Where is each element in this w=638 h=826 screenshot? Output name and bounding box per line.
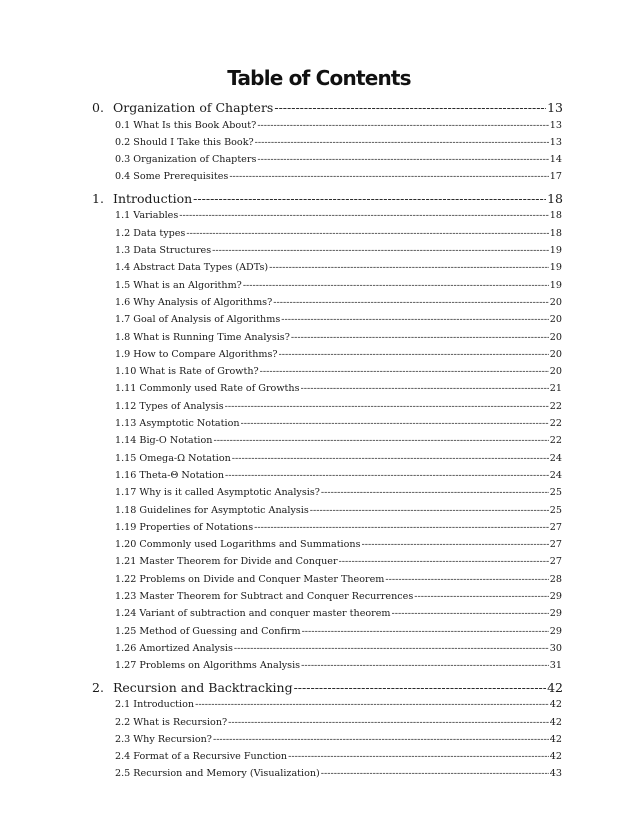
toc-section-entry[interactable]	[0, 608, 638, 622]
toc-page-number: 27	[549, 521, 562, 533]
toc-entry-title: 1.14 Big-O Notation	[115, 435, 213, 447]
toc-entry-title: 1.1 Variables	[115, 210, 179, 222]
toc-page-number: 30	[549, 642, 562, 654]
toc-leader-dashes	[288, 751, 549, 762]
toc-leader-dashes	[195, 699, 549, 710]
toc-section-entry[interactable]	[0, 171, 638, 185]
toc-entry-title: Organization of Chapters	[113, 100, 274, 115]
toc-entry-title: 1.8 What is Running Time Analysis?	[115, 331, 290, 343]
toc-entry-title: 1.25 Method of Guessing and Confirm	[115, 625, 301, 637]
toc-section-entry[interactable]	[0, 734, 638, 748]
toc-section-entry[interactable]	[0, 228, 638, 242]
toc-section-entry[interactable]	[0, 137, 638, 151]
toc-entry-title: 1.7 Goal of Analysis of Algorithms	[115, 314, 281, 326]
toc-section-entry[interactable]	[0, 418, 638, 432]
toc-leader-dashes	[186, 228, 548, 239]
toc-leader-dashes	[241, 418, 549, 429]
toc-leader-dashes	[225, 470, 549, 481]
toc-section-entry[interactable]	[0, 349, 638, 363]
toc-section-entry[interactable]	[0, 699, 638, 713]
toc-leader-dashes	[301, 660, 549, 671]
toc-entry-title: 1.9 How to Compare Algorithms?	[115, 348, 278, 360]
toc-page-number: 42	[549, 751, 562, 763]
toc-entry-title: 1.5 What is an Algorithm?	[115, 279, 242, 291]
toc-entry-title: 2.2 What is Recursion?	[115, 716, 228, 728]
toc-section-entry[interactable]	[0, 297, 638, 311]
toc-entry-title: 1.19 Properties of Notations	[115, 521, 254, 533]
toc-leader-dashes	[310, 505, 549, 516]
toc-entry-title: 0.3 Organization of Chapters	[115, 154, 257, 166]
page-title: Table of Contents	[227, 66, 411, 90]
toc-page-number: 42	[549, 733, 562, 745]
toc-section-entry[interactable]	[0, 751, 638, 765]
toc-section-entry[interactable]	[0, 210, 638, 224]
toc-leader-dashes	[257, 120, 548, 131]
toc-page-number: 22	[549, 435, 562, 447]
toc-section-entry[interactable]	[0, 505, 638, 519]
toc-page-number: 22	[549, 400, 562, 412]
toc-leader-dashes	[321, 487, 549, 498]
toc-leader-dashes	[291, 332, 549, 343]
toc-entry-title: 1.17 Why is it called Asymptotic Analysis?	[115, 487, 320, 499]
toc-entry-title: 1.3 Data Structures	[115, 245, 212, 256]
toc-page-number: 29	[549, 591, 562, 602]
toc-section-entry[interactable]	[0, 556, 638, 570]
toc-section-entry[interactable]	[0, 401, 638, 415]
toc-page-number: 13	[549, 119, 562, 131]
toc-leader-dashes	[213, 734, 549, 745]
toc-leader-dashes	[339, 556, 549, 567]
toc-page-number: 19	[549, 262, 562, 274]
toc-leader-dashes	[225, 401, 549, 412]
toc-entry-title: 0.1 What Is this Book About?	[115, 119, 257, 131]
toc-section-entry[interactable]	[0, 470, 638, 484]
toc-entry-title: 0.2 Should I Take this Book?	[115, 136, 254, 148]
toc-entry-title: 1.26 Amortized Analysis	[115, 642, 233, 654]
toc-entry-title: 2.1 Introduction	[115, 699, 195, 711]
toc-entry-title: 2.5 Recursion and Memory (Visualization)	[115, 768, 320, 780]
toc-entry-title: 1.23 Master Theorem for Subtract and Conquer Recurrences	[115, 591, 414, 602]
toc-page-number: 28	[549, 573, 562, 585]
toc-section-entry[interactable]	[0, 717, 638, 731]
toc-leader-dashes	[254, 522, 549, 533]
toc-page-number: 29	[549, 625, 562, 637]
toc-page-number: 18	[549, 227, 562, 239]
toc-page-number: 42	[549, 699, 562, 711]
toc-entry-title: 1.27 Problems on Algorithms Analysis	[115, 660, 301, 672]
toc-leader-dashes	[281, 314, 549, 325]
toc-page-number: 18	[549, 210, 562, 222]
toc-leader-dashes	[212, 245, 549, 256]
toc-page-number: 22	[549, 418, 562, 429]
toc-entry-title: Introduction	[113, 190, 193, 206]
toc-section-entry[interactable]	[0, 435, 638, 449]
toc-page-number: 42	[547, 679, 563, 695]
toc-chapter-number: 2.	[92, 679, 104, 695]
toc-entry-title: 0.4 Some Prerequisites	[115, 171, 229, 183]
toc-entry-title: Recursion and Backtracking	[113, 679, 293, 695]
toc-page-number: 20	[549, 366, 562, 378]
toc-leader-dashes	[385, 574, 548, 585]
toc-entry-title: 1.4 Abstract Data Types (ADTs)	[115, 262, 269, 274]
toc-section-entry[interactable]	[0, 154, 638, 168]
toc-leader-dashes	[228, 717, 549, 728]
toc-leader-dashes	[274, 100, 546, 115]
toc-section-entry[interactable]	[0, 314, 638, 328]
toc-leader-dashes	[301, 383, 549, 394]
toc-chapter-entry[interactable]	[0, 191, 638, 209]
toc-page-number: 25	[549, 504, 562, 516]
toc-leader-dashes	[414, 591, 549, 602]
toc-section-entry[interactable]	[0, 643, 638, 657]
toc-entry-title: 1.24 Variant of subtraction and conquer master theorem	[115, 608, 391, 620]
toc-entry-title: 1.16 Theta-Θ Notation	[115, 469, 225, 481]
toc-leader-dashes	[260, 366, 549, 377]
toc-section-entry[interactable]	[0, 591, 638, 605]
toc-chapter-entry[interactable]	[0, 680, 638, 698]
toc-page-number: 21	[549, 383, 562, 395]
toc-page-number: 19	[549, 279, 562, 291]
toc-entry-title: 1.13 Asymptotic Notation	[115, 418, 240, 429]
toc-section-entry[interactable]	[0, 366, 638, 380]
toc-section-entry[interactable]	[0, 383, 638, 397]
toc-chapter-number: 1.	[92, 190, 104, 206]
toc-leader-dashes	[257, 154, 548, 165]
toc-page-number: 29	[549, 608, 562, 620]
toc-entry-title: 1.6 Why Analysis of Algorithms?	[115, 296, 273, 308]
toc-page-number: 24	[549, 469, 562, 481]
toc-leader-dashes	[232, 453, 549, 464]
toc-entry-title: 1.18 Guidelines for Asymptotic Analysis	[115, 504, 309, 516]
toc-page-number: 20	[549, 296, 562, 308]
toc-section-entry[interactable]	[0, 332, 638, 346]
toc-chapter-entry[interactable]	[0, 100, 638, 118]
toc-leader-dashes	[243, 280, 549, 291]
toc-section-entry[interactable]	[0, 660, 638, 674]
toc-entry-title: 1.22 Problems on Divide and Conquer Master Theorem	[115, 573, 385, 585]
toc-entry-title: 1.12 Types of Analysis	[115, 400, 224, 412]
toc-page-number: 17	[549, 171, 562, 183]
toc-section-entry[interactable]	[0, 120, 638, 134]
toc-page-number: 25	[549, 487, 562, 499]
toc-page-number: 27	[549, 539, 562, 551]
toc-section-entry[interactable]	[0, 262, 638, 276]
toc-leader-dashes	[294, 680, 547, 695]
toc-section-entry[interactable]	[0, 768, 638, 782]
toc-page-number: 20	[549, 348, 562, 360]
toc-entry-title: 1.15 Omega-Ω Notation	[115, 452, 231, 464]
toc-entry-title: 1.20 Commonly used Logarithms and Summations	[115, 539, 361, 551]
toc-page-number: 27	[549, 556, 562, 568]
toc-leader-dashes	[269, 262, 549, 273]
toc-entry-title: 1.11 Commonly used Rate of Growths	[115, 383, 300, 395]
toc-section-entry[interactable]	[0, 522, 638, 536]
toc-leader-dashes	[255, 137, 549, 148]
toc-leader-dashes	[392, 608, 549, 619]
toc-page-number: 19	[549, 245, 562, 256]
toc-page-number: 20	[549, 314, 562, 326]
toc-section-entry[interactable]	[0, 245, 638, 259]
toc-page-number: 31	[549, 660, 562, 672]
toc-entry-title: 1.2 Data types	[115, 227, 186, 239]
toc-section-entry[interactable]	[0, 280, 638, 294]
toc-section-entry[interactable]	[0, 453, 638, 467]
toc-leader-dashes	[229, 171, 548, 182]
toc-leader-dashes	[193, 191, 546, 206]
toc-page-number: 20	[549, 331, 562, 343]
toc-entry-title: 2.3 Why Recursion?	[115, 733, 212, 745]
toc-section-entry[interactable]	[0, 626, 638, 640]
toc-leader-dashes	[279, 349, 549, 360]
toc-entry-title: 2.4 Format of a Recursive Function	[115, 751, 288, 763]
toc-entry-title: 1.10 What is Rate of Growth?	[115, 366, 259, 378]
toc-leader-dashes	[179, 210, 549, 221]
toc-section-entry[interactable]	[0, 539, 638, 553]
toc-page-number: 42	[549, 716, 562, 728]
toc-leader-dashes	[234, 643, 549, 654]
toc-leader-dashes	[321, 768, 549, 779]
toc-page-number: 14	[549, 154, 562, 166]
toc-page-number: 24	[549, 452, 562, 464]
toc-leader-dashes	[362, 539, 549, 550]
toc-section-entry[interactable]	[0, 574, 638, 588]
toc-page-number: 13	[547, 100, 563, 115]
toc-chapter-number: 0.	[92, 100, 104, 115]
toc-page-number: 13	[549, 136, 562, 148]
toc-leader-dashes	[273, 297, 549, 308]
toc-section-entry[interactable]	[0, 487, 638, 501]
toc-leader-dashes	[302, 626, 549, 637]
toc-page-number: 18	[547, 190, 563, 206]
toc-leader-dashes	[213, 435, 548, 446]
toc-entry-title: 1.21 Master Theorem for Divide and Conquer	[115, 556, 338, 568]
toc-page-number: 43	[549, 768, 562, 780]
